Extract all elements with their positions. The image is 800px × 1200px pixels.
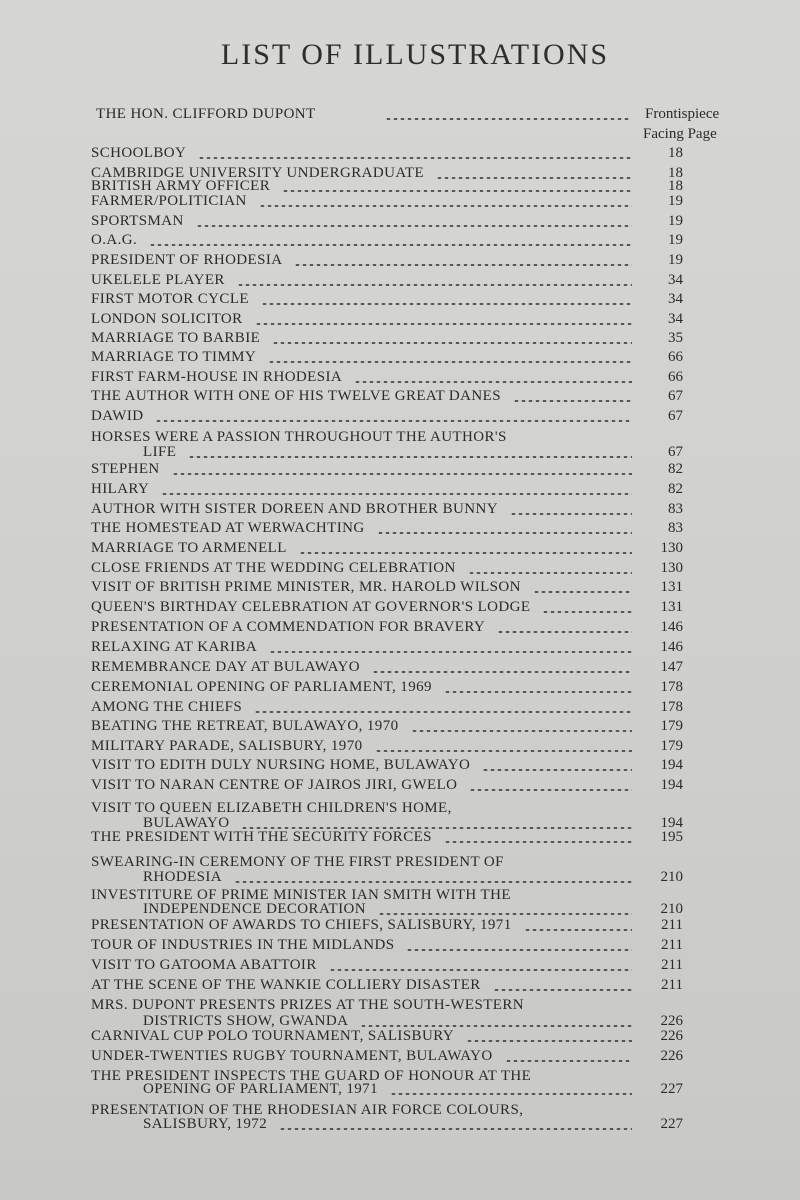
- leader-dots: [279, 1128, 632, 1130]
- leader-dots: [390, 1093, 632, 1095]
- entry-page-number: 178: [660, 699, 683, 715]
- entry-label: VISIT TO QUEEN ELIZABETH CHILDREN'S HOME,: [91, 800, 452, 816]
- entry-label: THE PRESIDENT WITH THE SECURITY FORCES: [91, 829, 432, 845]
- entry-page-number: 227: [660, 1081, 683, 1097]
- entry-page-number: 34: [668, 272, 683, 288]
- entry-label: LONDON SOLICITOR: [91, 311, 243, 327]
- entry-label: STEPHEN: [91, 461, 160, 477]
- entry-label: THE AUTHOR WITH ONE OF HIS TWELVE GREAT DANES: [91, 388, 501, 404]
- page-title: LIST OF ILLUSTRATIONS: [220, 38, 610, 71]
- entry-page-number: 18: [668, 145, 683, 161]
- leader-dots: [354, 381, 632, 383]
- leader-dots: [513, 400, 632, 402]
- entry-label: PRESENTATION OF AWARDS TO CHIEFS, SALISBURY, 1971: [91, 917, 512, 933]
- entry-page-number: 131: [660, 599, 683, 615]
- entry-label: SWEARING-IN CEREMONY OF THE FIRST PRESIDENT OF: [91, 854, 504, 870]
- leader-dots: [468, 572, 632, 574]
- entry-label: SCHOOLBOY: [91, 145, 187, 161]
- entry-label: AMONG THE CHIEFS: [91, 699, 243, 715]
- leader-dots: [254, 711, 632, 713]
- entry-page-number: 211: [661, 957, 683, 973]
- entry-page-number: 146: [660, 619, 683, 635]
- entry-label: UNDER-TWENTIES RUGBY TOURNAMENT, BULAWAYO: [91, 1048, 493, 1064]
- entry-label: MILITARY PARADE, SALISBURY, 1970: [91, 738, 363, 754]
- entry-label: MARRIAGE TO ARMENELL: [91, 540, 287, 556]
- leader-dots: [149, 244, 632, 246]
- leader-dots: [444, 841, 632, 843]
- leader-dots: [259, 205, 632, 207]
- entry-page-number: 67: [668, 444, 683, 460]
- entry-label-continuation: LIFE: [143, 444, 177, 460]
- leader-dots: [436, 177, 632, 179]
- leader-dots: [469, 789, 632, 791]
- leader-dots: [411, 730, 632, 732]
- entry-page-number: 210: [660, 901, 683, 917]
- entry-page-number: 34: [668, 311, 683, 327]
- entry-page-number: 194: [660, 815, 683, 831]
- entry-page-number: 179: [660, 718, 683, 734]
- leader-dots: [196, 225, 632, 227]
- entry-page-number: 179: [660, 738, 683, 754]
- entry-label: TOUR OF INDUSTRIES IN THE MIDLANDS: [91, 937, 395, 953]
- entry-page-number: 19: [668, 252, 683, 268]
- entry-label-continuation: SALISBURY, 1972: [143, 1116, 268, 1132]
- entry-label: HILARY: [91, 481, 150, 497]
- leader-dots: [294, 264, 632, 266]
- entry-page-number: 130: [660, 540, 683, 556]
- entry-page-number: 82: [668, 481, 683, 497]
- leader-dots: [466, 1040, 632, 1042]
- leader-dots: [497, 631, 632, 633]
- entry-label: CEREMONIAL OPENING OF PARLIAMENT, 1969: [91, 679, 432, 695]
- leader-dots: [161, 493, 632, 495]
- entry-page-number: 18: [668, 165, 683, 181]
- leader-dots: [533, 591, 632, 593]
- entry-page-number: 35: [668, 330, 683, 346]
- entry-label: UKELELE PLAYER: [91, 272, 225, 288]
- entry-label: AT THE SCENE OF THE WANKIE COLLIERY DISASTER: [91, 977, 481, 993]
- entry-page-number: 18: [668, 178, 683, 194]
- leader-dots: [375, 750, 632, 752]
- entry-page-number: 66: [668, 349, 683, 365]
- leader-dots: [482, 769, 632, 771]
- leader-dots: [378, 913, 632, 915]
- entry-label: VISIT TO GATOOMA ABATTOIR: [91, 957, 317, 973]
- entry-label: CLOSE FRIENDS AT THE WEDDING CELEBRATION: [91, 560, 456, 576]
- leader-dots: [444, 691, 632, 693]
- entry-page-number: 211: [661, 917, 683, 933]
- entry-page-number: 227: [660, 1116, 683, 1132]
- entry-page-number: 195: [660, 829, 683, 845]
- entry-page-number: 178: [660, 679, 683, 695]
- leader-dots: [493, 989, 632, 991]
- entry-page-number: 83: [668, 501, 683, 517]
- entry-label: QUEEN'S BIRTHDAY CELEBRATION AT GOVERNOR'S LODGE: [91, 599, 531, 615]
- entry-page-number: 194: [660, 757, 683, 773]
- leader-dots: [360, 1025, 632, 1027]
- entry-label-continuation: OPENING OF PARLIAMENT, 1971: [143, 1081, 378, 1097]
- entry-label: AUTHOR WITH SISTER DOREEN AND BROTHER BUNNY: [91, 501, 498, 517]
- entry-page-number: 226: [660, 1048, 683, 1064]
- leader-dots: [542, 611, 632, 613]
- leader-dots: [234, 881, 632, 883]
- entry-label: RELAXING AT KARIBA: [91, 639, 258, 655]
- leader-dots: [261, 303, 632, 305]
- entry-label: FARMER/POLITICIAN: [91, 193, 247, 209]
- entry-page-number: 146: [660, 639, 683, 655]
- entry-label-continuation: BULAWAYO: [143, 815, 230, 831]
- entry-label: HORSES WERE A PASSION THROUGHOUT THE AUTHOR'S: [91, 429, 507, 445]
- leader-dots: [237, 284, 632, 286]
- entry-page-number: 131: [660, 579, 683, 595]
- entry-label: VISIT TO EDITH DULY NURSING HOME, BULAWAYO: [91, 757, 471, 773]
- entry-page-number: 34: [668, 291, 683, 307]
- entry-label: VISIT OF BRITISH PRIME MINISTER, MR. HAROLD WILSON: [91, 579, 521, 595]
- leader-dots: [505, 1060, 632, 1062]
- leader-dots: [255, 323, 632, 325]
- entry-page-number: 130: [660, 560, 683, 576]
- leader-dots: [377, 532, 632, 534]
- facing-page-header: Facing Page: [643, 126, 717, 142]
- leader-dots: [510, 513, 632, 515]
- entry-page-number: 67: [668, 408, 683, 424]
- leader-dots: [385, 118, 630, 120]
- entry-label: INVESTITURE OF PRIME MINISTER IAN SMITH WITH THE: [91, 887, 511, 903]
- entry-page-number: 226: [660, 1028, 683, 1044]
- entry-label: SPORTSMAN: [91, 213, 184, 229]
- leader-dots: [269, 651, 632, 653]
- entry-page-number: 67: [668, 388, 683, 404]
- leader-dots: [198, 157, 632, 159]
- leader-dots: [524, 929, 632, 931]
- entry-label: O.A.G.: [91, 232, 138, 248]
- entry-page-number: 194: [660, 777, 683, 793]
- leader-dots: [188, 456, 632, 458]
- entry-label: BRITISH ARMY OFFICER: [91, 178, 271, 194]
- entry-label: PRESIDENT OF RHODESIA: [91, 252, 283, 268]
- entry-label: PRESENTATION OF A COMMENDATION FOR BRAVERY: [91, 619, 486, 635]
- entry-label-continuation: RHODESIA: [143, 869, 223, 885]
- entry-label: REMEMBRANCE DAY AT BULAWAYO: [91, 659, 360, 675]
- leader-dots: [282, 190, 632, 192]
- entry-page-number: 66: [668, 369, 683, 385]
- entry-label-continuation: INDEPENDENCE DECORATION: [143, 901, 366, 917]
- entry-page-number: 19: [668, 193, 683, 209]
- leader-dots: [299, 552, 632, 554]
- entry-page-number: 83: [668, 520, 683, 536]
- entry-label: BEATING THE RETREAT, BULAWAYO, 1970: [91, 718, 399, 734]
- entry-label: PRESENTATION OF THE RHODESIAN AIR FORCE COLOURS,: [91, 1102, 524, 1118]
- entry-label: FIRST MOTOR CYCLE: [91, 291, 249, 307]
- entry-page-number: 211: [661, 937, 683, 953]
- entry-label: CAMBRIDGE UNIVERSITY UNDERGRADUATE: [91, 165, 425, 181]
- entry-page-number: 211: [661, 977, 683, 993]
- entry-label: MARRIAGE TO BARBIE: [91, 330, 261, 346]
- leader-dots: [272, 342, 632, 344]
- leader-dots: [406, 949, 632, 951]
- entry-label: CARNIVAL CUP POLO TOURNAMENT, SALISBURY: [91, 1028, 455, 1044]
- entry-label: MARRIAGE TO TIMMY: [91, 349, 257, 365]
- leader-dots: [372, 671, 632, 673]
- entry-page-number: 19: [668, 232, 683, 248]
- entry-page-number: 210: [660, 869, 683, 885]
- leader-dots: [172, 473, 632, 475]
- entry-label: THE PRESIDENT INSPECTS THE GUARD OF HONOUR AT THE: [91, 1068, 532, 1084]
- leader-dots: [329, 969, 632, 971]
- leader-dots: [155, 420, 632, 422]
- entry-label: MRS. DUPONT PRESENTS PRIZES AT THE SOUTH-WESTERN: [91, 997, 525, 1013]
- entry-page-number: 147: [660, 659, 683, 675]
- frontispiece-label: Frontispiece: [645, 106, 720, 122]
- entry-label: VISIT TO NARAN CENTRE OF JAIROS JIRI, GWELO: [91, 777, 458, 793]
- leader-dots: [268, 361, 632, 363]
- entry-page-number: 82: [668, 461, 683, 477]
- entry-label: THE HON. CLIFFORD DUPONT: [96, 106, 316, 122]
- entry-page-number: 19: [668, 213, 683, 229]
- entry-label: FIRST FARM-HOUSE IN RHODESIA: [91, 369, 343, 385]
- entry-label-continuation: DISTRICTS SHOW, GWANDA: [143, 1013, 349, 1029]
- entry-label: THE HOMESTEAD AT WERWACHTING: [91, 520, 365, 536]
- entry-page-number: 226: [660, 1013, 683, 1029]
- entry-label: DAWID: [91, 408, 144, 424]
